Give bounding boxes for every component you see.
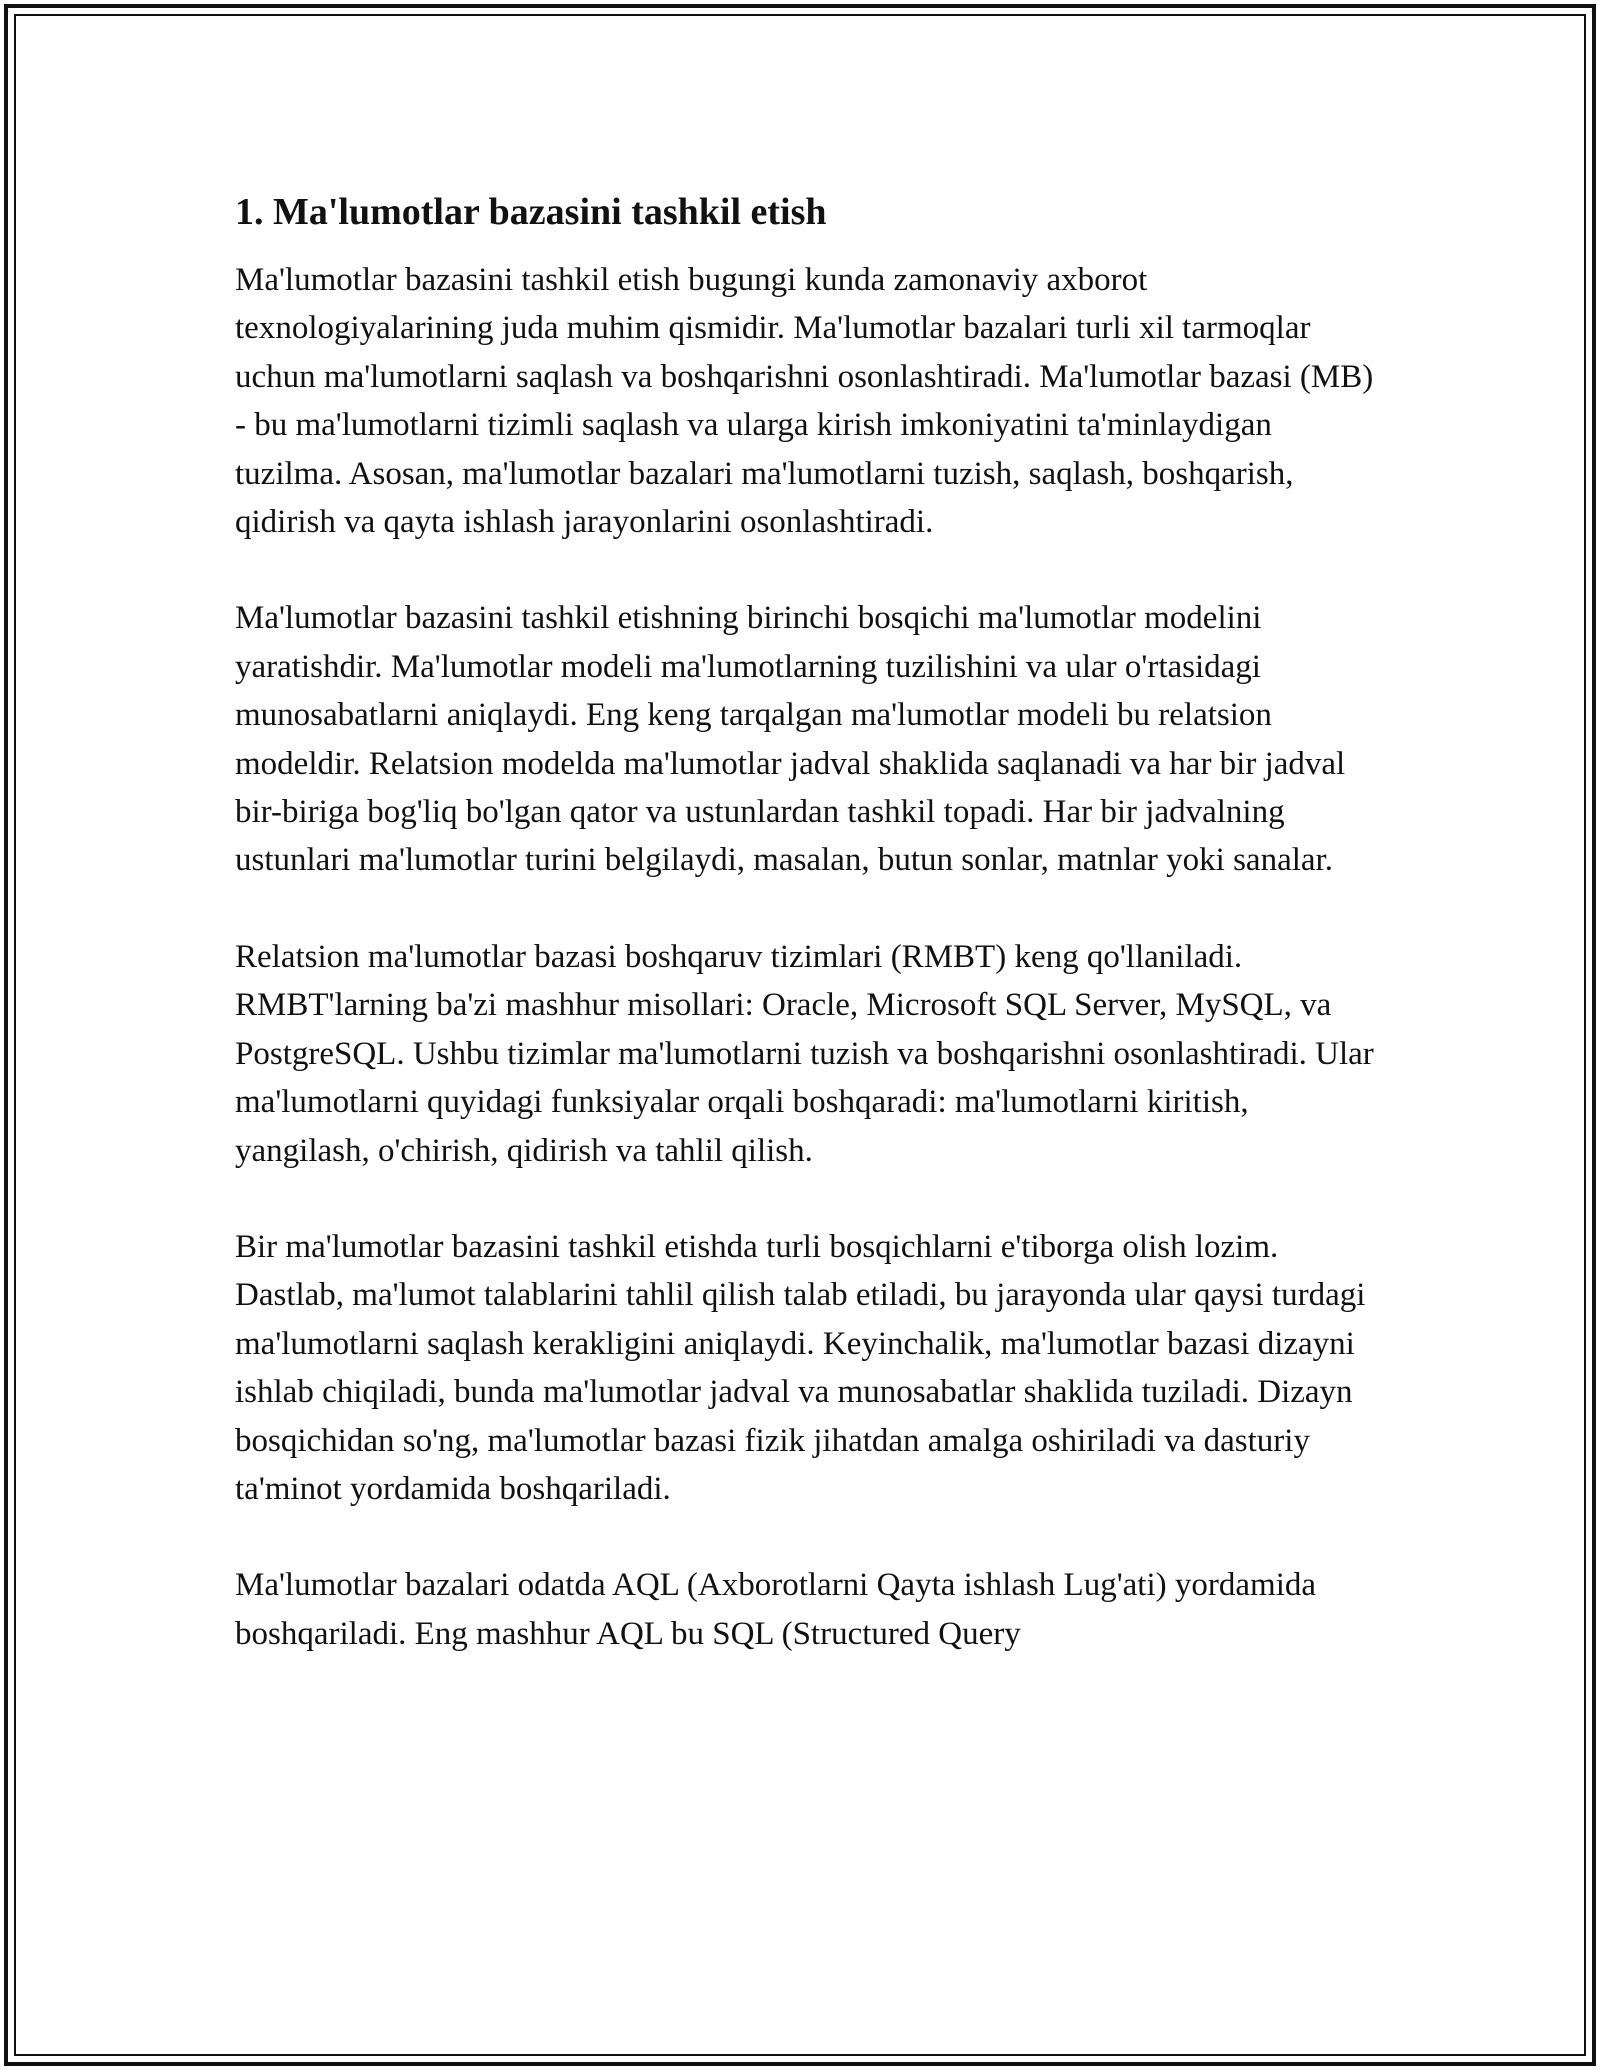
- section-heading: 1. Ma'lumotlar bazasini tashkil etish: [235, 191, 827, 233]
- document-content: [235, 186, 1375, 1658]
- paragraph-design-stages: Bir ma'lumotlar bazasini tashkil etishda turli bosqichlarni e'tiborga olish lozim. Dastlab, ma'lumot talablarini tahlil qilish talab etiladi, bu jarayonda ular qaysi turdagi ma'lumotlarni saqlash kerakligini aniqlaydi. Keyinchalik, ma'lumotlar bazasi dizayni ishlab chiqiladi, bunda ma'lumotlar jadval va munosabatlar shaklida tuziladi. Dizayn bosqichidan so'ng, ma'lumotlar bazasi fizik jihatdan amalga oshiriladi va dasturiy ta'minot yordamida boshqariladi.: [235, 1228, 1366, 1507]
- paragraph-intro: Ma'lumotlar bazasini tashkil etish bugungi kunda zamonaviy axborot texnologiyalarining juda muhim qismidir. Ma'lumotlar bazalari turli xil tarmoqlar uchun ma'lumotlarni saqlash va boshqarishni osonlashtiradi. Ma'lumotlar bazasi (MB) - bu ma'lumotlarni tizimli saqlash va ularga kirish imkoniyatini ta'minlaydigan tuzilma. Asosan, ma'lumotlar bazalari ma'lumotlarni tuzish, saqlash, boshqarish, qidirish va qayta ishlash jarayonlarini osonlashtiradi.: [235, 262, 1374, 541]
- paragraph-data-model: Ma'lumotlar bazasini tashkil etishning birinchi bosqichi ma'lumotlar modelini yaratishdir. Ma'lumotlar modeli ma'lumotlarning tuzilishini va ular o'rtasidagi munosabatlarni aniqlaydi. Eng keng tarqalgan ma'lumotlar modeli bu relatsion modeldir. Relatsion modelda ma'lumotlar jadval shaklida saqlanadi va har bir jadval bir-biriga bog'liq bo'lgan qator va ustunlardan tashkil topadi. Har bir jadvalning ustunlari ma'lumotlar turini belgilaydi, masalan, butun sonlar, matnlar yoki sanalar.: [235, 600, 1346, 879]
- paragraph-rdbms: Relatsion ma'lumotlar bazasi boshqaruv tizimlari (RMBT) keng qo'llaniladi. RMBT'larning ba'zi mashhur misollari: Oracle, Microsoft SQL Server, MySQL, va PostgreSQL. Ushbu tizimlar ma'lumotlarni tuzish va boshqarishni osonlashtiradi. Ular ma'lumotlarni quyidagi funksiyalar orqali boshqaradi: ma'lumotlarni kiritish, yangilash, o'chirish, qidirish va tahlil qilish.: [235, 938, 1374, 1169]
- paragraph-query-language: Ma'lumotlar bazalari odatda AQL (Axborotlarni Qayta ishlash Lug'ati) yordamida boshqariladi. Eng mashhur AQL bu SQL (Structured Query: [235, 1567, 1317, 1652]
